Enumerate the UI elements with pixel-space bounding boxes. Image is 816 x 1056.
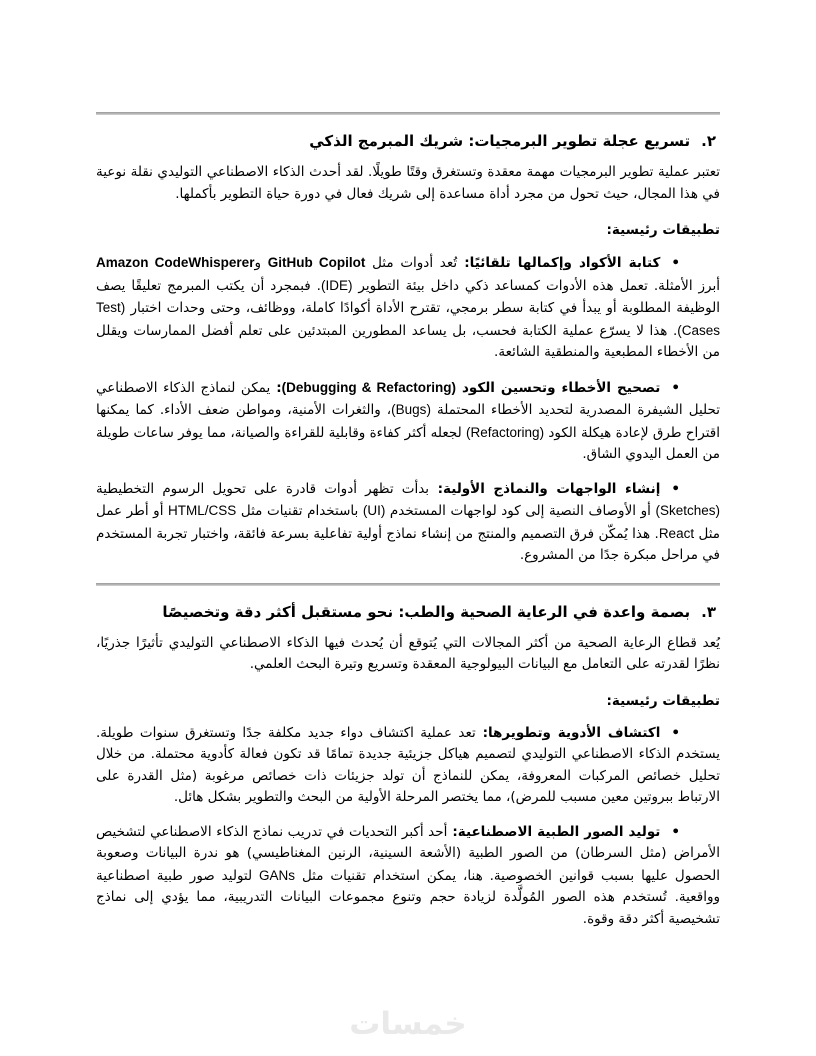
section-software-development <box>96 131 720 567</box>
text-run: و <box>254 255 268 271</box>
text-run: . هذا يُمكّن فرق التصميم والمنتج من إنشاء نماذج أولية تفاعلية بسرعة فائقة، واختبار تجربة المستخدم في مراحل مبكرة جدًا من المشروع. <box>96 525 720 563</box>
section-number: ٢. <box>701 132 716 150</box>
latin-term: (IDE) <box>320 277 353 293</box>
latin-term: (Refactoring) <box>466 424 545 440</box>
text-run: إنشاء الواجهات والنماذج الأولية: <box>429 480 661 497</box>
text-run: كتابة الأكواد وإكمالها تلقائيًا: <box>457 255 661 271</box>
khamsat-watermark: خمسات <box>349 1006 467 1042</box>
text-run: تصحيح الأخطاء وتحسين الكود <box>455 379 661 396</box>
latin-term: (Test Cases) <box>96 300 720 338</box>
text-run: : <box>270 379 282 396</box>
text-run: توليد الصور الطبية الاصطناعية: <box>447 823 661 840</box>
text-run: اكتشاف الأدوية وتطويرها: <box>475 724 661 741</box>
text-run: باستخدام تقنيات مثل <box>236 503 363 519</box>
text-run: يمكن لنماذج الذكاء الاصطناعي تحليل الشيفرة المصدرية لتحديد الأخطاء المحتملة <box>96 379 720 418</box>
latin-term: (UI) <box>362 503 386 518</box>
latin-term: (Bugs) <box>391 402 431 417</box>
latin-term: (Sketches) <box>655 503 720 518</box>
section-heading <box>96 602 716 622</box>
text-run: أحد أكبر التحديات في تدريب نماذج الذكاء الاصطناعي لتشخيص الأمراض (مثل السرطان) من الصور الطبية (الأشعة السينية، الرنين المغناطيسي) هو ندرة البيانات وصعوبة الحصول عليها بسبب قوانين الخصوصية. هنا، يمكن استخدام تقنيات مثل <box>96 823 720 884</box>
text-run: ، والثغرات الأمنية، ومواطن ضعف الأداء. كما يمكنها اقتراح طرق لإعادة هيكلة الكود <box>96 402 720 441</box>
text-run: أبرز الأمثلة. تعمل هذه الأدوات كمساعد ذكي داخل بيئة التطوير <box>352 277 720 294</box>
text-run: أو الأوصاف النصية إلى كود لواجهات المستخدم <box>385 503 656 519</box>
latin-term: Amazon CodeWhisperer <box>96 255 255 270</box>
section-divider-top <box>96 112 720 115</box>
list-item-debugging-refactoring <box>96 377 720 466</box>
list-item-synthetic-medical-images <box>96 822 720 931</box>
text-run: . فبمجرد أن يكتب المبرمج تعليقًا يصف الوظيفة المطلوبة أو يبدأ في كتابة سطر برمجي، تقترح الأداة أكوادًا كاملة، ووظائف، وحتى وحدات اختبار <box>96 277 720 316</box>
section-intro: يُعد قطاع الرعاية الصحية من أكثر المجالات التي يُتوقع أن يُحدث فيها الذكاء الاصطناعي التوليدي تأثيرًا جذريًا، نظرًا لقدرته على التعامل مع البيانات البيولوجية المعقدة وتسريع وتيرة البحث العلمي. <box>96 634 720 672</box>
latin-term: (Debugging & Refactoring) <box>281 379 456 395</box>
text-run: تُعد أدوات مثل <box>365 255 458 271</box>
section-heading <box>96 131 716 151</box>
text-run: بدأت تظهر أدوات قادرة على تحويل الرسوم التخطيطية <box>96 480 430 497</box>
text-run: . هذا لا يسرّع عملية الكتابة فحسب، بل يساعد المطورين المبتدئين على تعلم أفضل الممارسات ويقلل من الأخطاء المطبعية والمنطقية الشائعة. <box>96 322 720 360</box>
section-healthcare <box>96 602 720 931</box>
applications-label: تطبيقات رئيسية: <box>606 222 720 238</box>
text-run: لتوليد صور طبية اصطناعية وواقعية. تُستخدم هذه الصور المُولَّدة لزيادة حجم وتنوع مجموعات البيانات التدريبية، مما يؤدي إلى نماذج تشخيصية أكثر دقة وقوة. <box>96 867 720 927</box>
list-item-drug-discovery <box>96 723 720 809</box>
section-number: ٣. <box>701 602 716 621</box>
bullet-list <box>96 252 720 567</box>
latin-term: GitHub Copilot <box>267 255 366 270</box>
section-divider <box>96 583 720 586</box>
latin-term: HTML/CSS <box>168 503 237 518</box>
bullet-list <box>96 723 720 931</box>
section-intro: تعتبر عملية تطوير البرمجيات مهمة معقدة وتستغرق وقتًا طويلًا. لقد أحدث الذكاء الاصطناعي التوليدي نقلة نوعية في هذا المجال، حيث تحول من مجرد أداة مساعدة إلى شريك فعال في دورة حياة التطوير بأكملها. <box>96 164 720 202</box>
latin-term: React <box>658 525 695 541</box>
section-title: تسريع عجلة تطوير البرمجيات: شريك المبرمج الذكي <box>309 132 691 150</box>
text-run: تعد عملية اكتشاف دواء جديد مكلفة جدًا وتستغرق سنوات طويلة. يستخدم الذكاء الاصطناعي التوليدي لتصميم هياكل جزيئية جديدة تمامًا قد تكون فعالة كأدوية محتملة. من خلال تحليل خصائص المركبات المعروفة، يمكن للنماذج أن تولد جزيئات ذات خصائص مرغوبة (مثل القدرة على الارتباط ببروتين معين مسبب للمرض)، مما يختصر المرحلة الأولية من البحث والتطوير بشكل هائل. <box>96 724 720 805</box>
list-item-code-completion <box>96 252 720 364</box>
applications-label: تطبيقات رئيسية: <box>606 692 720 709</box>
latin-term: GANs <box>259 867 296 883</box>
section-title: بصمة واعدة في الرعاية الصحية والطب: نحو مستقبل أكثر دقة وتخصيصًا <box>162 602 691 621</box>
text-run: لجعله أكثر كفاءة وقابلية للقراءة والصيانة، مما يوفر ساعات طويلة من العمل اليدوي الشاق. <box>96 424 720 462</box>
list-item-ui-prototyping <box>96 479 720 567</box>
text-run: أو أطر عمل مثل <box>96 503 720 542</box>
